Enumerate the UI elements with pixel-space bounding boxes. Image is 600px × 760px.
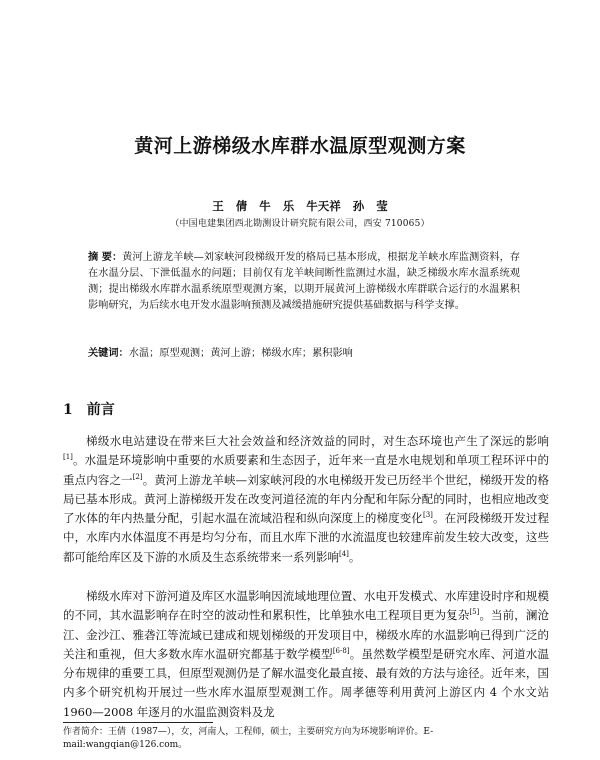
section-title: 前言 <box>86 402 115 418</box>
section-number: 1 <box>63 402 73 418</box>
body-paragraph-2 <box>63 587 549 722</box>
keywords <box>88 345 520 362</box>
para2-text-c: 。虽然数学模型是研究水库、河道水温分布规律的重要工具，但原型观测仍是了解水温变化最直接、最有效的方法与途径。近年来，国内多个研究机构开展过一些水库水温原型观测工作。周孝德等利用黄河上游区内 4 个水文站 1960—2008 年逐月的水温监测资料及龙 <box>63 646 549 719</box>
citation-1: [1] <box>63 453 73 462</box>
citation-5: [5] <box>469 608 480 617</box>
author-footnote: 作者简介：王倩（1987—），女，河南人，工程师，硕士，主要研究方向为环境影响评价。E-mail:wangqian@126.com。 <box>63 727 434 750</box>
para1-text-a: 梯级水电站建设在带来巨大社会效益和经济效益的同时，对生态环境也产生了深远的影响 <box>86 434 549 448</box>
citation-4: [4] <box>339 549 349 558</box>
section-heading <box>63 399 115 419</box>
author-list: 王 倩 牛 乐 牛天祥 孙 莹 <box>212 199 388 213</box>
para2-text-b: 。当前，澜沧江、金沙江、雅砻江等流域已建成和规划梯级的开发项目中，梯级水库的水温影响已得到广泛的关注和重视，但大多数水库水温研究都基于数学模型 <box>63 608 549 661</box>
keywords-text: 水温；原型观测；黄河上游；梯级水库；累积影响 <box>128 348 353 359</box>
keywords-label: 关键词： <box>88 347 129 359</box>
para1-text-d: 。在河段梯级开发过程中，水库内水体温度不再是均匀分布，而且水库下泄的水流温度也较建库前发生较大改变，这些都可能给库区及下游的水质及生态系统带来一系列影响 <box>63 511 550 564</box>
para1-text-c: 。黄河上游龙羊峡—刘家峡河段的水电梯级开发已历经半个世纪，梯级开发的格局已基本形成。黄河上游梯级开发在改变河道径流的年内分配和年际分配的同时，也相应地改变了水体的年内热量分配，引起水温在流域沿程和纵向深度上的梯度变化 <box>63 472 549 526</box>
affiliation: （中国电建集团西北勘测设计研究院有限公司，西安 710065） <box>170 219 430 229</box>
footnote-divider <box>63 722 213 723</box>
citation-2: [2] <box>132 472 143 481</box>
paper-title: 黄河上游梯级水库群水温原型观测方案 <box>134 135 466 157</box>
para1-text-b: 。水温是环境影响中重要的水质要素和生态因子，近年来一直是水电规划和单项工程环评中的重点内容之一 <box>63 453 549 487</box>
abstract-text: 黄河上游龙羊峡—刘家峡河段梯级开发的格局已基本形成，根据龙羊峡水库监测资料，存在水温分层、下泄低温水的问题；目前仅有龙羊峡间断性监测过水温，缺乏梯级水库水温系统观测；提出梯级水库群水温系统原型观测方案，以期开展黄河上游梯级水库群联合运行的水温累积影响研究，为后续水电开发水温影响预测及减缓措施研究提供基础数据与科学支撑。 <box>88 252 521 312</box>
citation-6-8: [6-8] <box>332 647 350 656</box>
abstract-label: 摘 要： <box>88 251 123 263</box>
body-paragraph-1 <box>63 432 549 567</box>
para2-text-a: 梯级水库对下游河道及库区水温影响因流域地理位置、水电开发模式、水库建设时序和规模的不同，其水温影响存在时空的波动性和累积性，比单独水电工程项目更为复杂 <box>63 589 549 623</box>
abstract <box>88 249 520 314</box>
citation-3: [3] <box>422 511 433 520</box>
para1-text-e: 。 <box>348 549 361 564</box>
